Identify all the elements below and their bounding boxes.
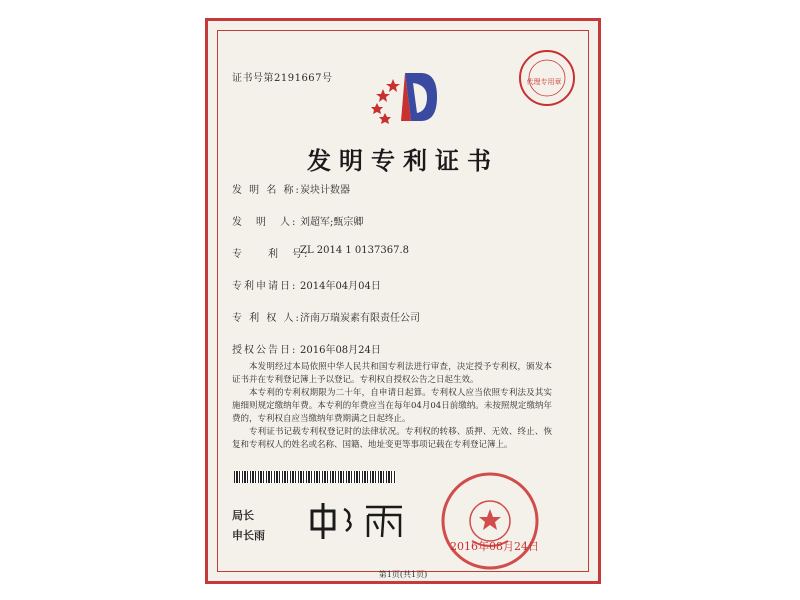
field-value-inventor: 刘超军;甄宗卿 [300,217,364,228]
field-label-patentee: 专 利 权 人: [232,313,301,324]
field-label-application-date: 专利申请日: [232,281,298,292]
field-value-application-date: 2014年04月04日 [300,281,381,292]
director-signature [308,499,408,543]
stamp-date: 2016年08月24日 [450,540,539,553]
official-seal-icon [440,471,540,571]
patent-certificate [205,18,601,584]
field-value-patent-number: ZL 2014 1 0137367.8 [300,245,410,256]
sipo-logo-icon [371,67,443,133]
field-value-grant-date: 2016年08月24日 [300,345,381,356]
field-value-patentee: 济南万瑞炭素有限责任公司 [300,313,420,324]
director-title: 局长 [232,509,254,522]
director-block [232,506,265,546]
certificate-number: 证书号第2191667号 [232,73,333,84]
director-name: 申长雨 [232,529,265,542]
field-label-inventor: 发 明 人: [232,217,298,228]
certificate-title: 发明专利证书 [307,146,499,175]
field-value-invention-name: 炭块计数器 [300,185,350,196]
page-number: 第1页(共1页) [378,570,428,579]
paragraph-term: 本专利的专利权期限为二十年，自申请日起算。专利权人应当依照专利法及其实施细则规定缴纳年费。本专利的年费应当在每年04月04日前缴纳。未按照规定缴纳年费的，专利权自应当缴纳年费期满之日起终止。 [232,388,552,424]
field-label-patent-number: 专 利 号: [232,249,310,260]
paragraph-record: 专利证书记载专利权登记时的法律状况。专利权的转移、质押、无效、终止、恢复和专利权人的姓名或名称、国籍、地址变更等事项记载在专利登记簿上。 [232,427,552,450]
barcode [234,471,396,483]
field-label-invention-name: 发 明 名 称: [232,185,301,196]
paragraph-grant: 本发明经过本局依照中华人民共和国专利法进行审查，决定授予专利权，颁发本证书并在专利登记簿上予以登记。专利权自授权公告之日起生效。 [232,362,552,385]
field-label-grant-date: 授权公告日: [232,345,298,356]
agency-stamp-text: 代理专用章 [526,78,562,86]
